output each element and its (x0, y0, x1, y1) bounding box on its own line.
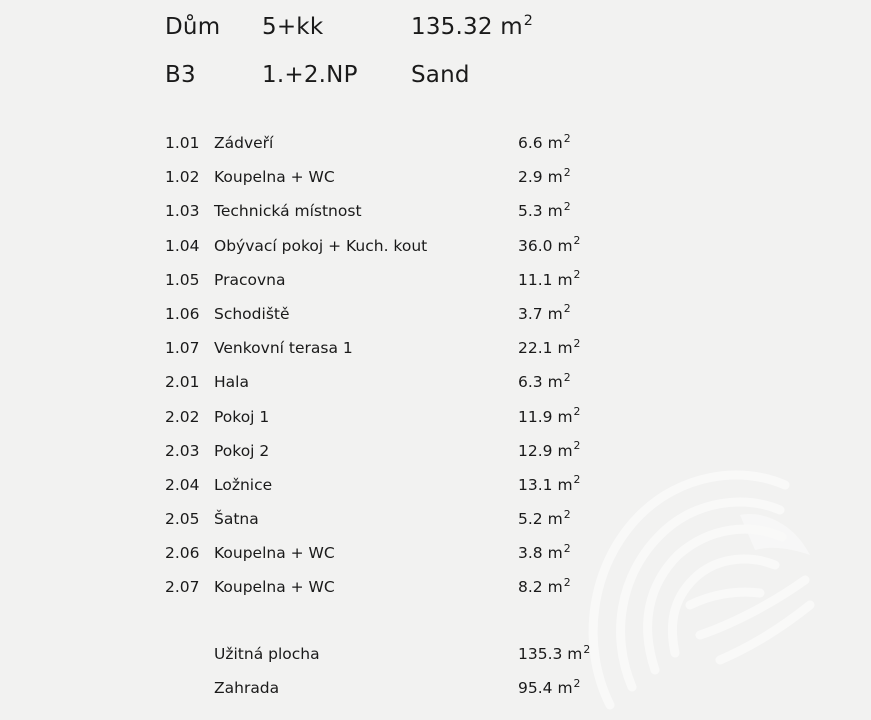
layout-label: 5+kk (262, 14, 324, 40)
room-number: 1.01 (165, 134, 200, 152)
floors-label: 1.+2.NP (262, 62, 358, 88)
total-area-label: 135.32 $m^2$ (411, 12, 534, 40)
room-area: 36.0 $m^2$ (518, 234, 581, 255)
room-area: 5.2 $m^2$ (518, 507, 571, 529)
total-name: Zahrada (214, 679, 280, 697)
room-area: 6.6 $m^2$ (518, 131, 571, 152)
room-row (165, 575, 625, 612)
room-number: 1.03 (165, 202, 200, 221)
room-name: Zádveří (214, 134, 274, 152)
totals-list (165, 642, 625, 713)
room-area: 3.8 $m^2$ (518, 541, 571, 563)
room-name: Obývací pokoj + Kuch. kout (214, 236, 428, 255)
room-number: 2.02 (165, 407, 200, 426)
room-area: 12.9 $m^2$ (518, 439, 581, 460)
room-number: 2.01 (165, 373, 200, 392)
room-row (165, 336, 625, 373)
room-number: 2.07 (165, 578, 200, 597)
room-row (165, 234, 625, 271)
total-row (165, 676, 625, 713)
room-number: 1.07 (165, 339, 200, 358)
room-area: 3.7 $m^2$ (518, 302, 571, 323)
room-row (165, 165, 625, 202)
room-name: Technická místnost (214, 202, 362, 221)
room-area: 11.9 $m^2$ (518, 405, 581, 426)
room-number: 2.03 (165, 441, 200, 460)
room-area: 13.1 $m^2$ (518, 473, 581, 494)
room-number: 2.06 (165, 544, 200, 563)
room-name: Koupelna + WC (214, 578, 335, 597)
room-row (165, 131, 625, 168)
room-area: 8.2 $m^2$ (518, 575, 571, 597)
room-area: 2.9 $m^2$ (518, 165, 571, 187)
house-label: Dům (165, 14, 221, 40)
total-area: 135.3 $m^2$ (518, 642, 591, 663)
room-number: 1.02 (165, 168, 200, 187)
room-area: 22.1 $m^2$ (518, 336, 581, 358)
room-number: 1.05 (165, 270, 200, 289)
room-name: Pokoj 2 (214, 441, 270, 460)
room-number: 2.05 (165, 510, 200, 529)
room-name: Hala (214, 373, 249, 392)
room-area: 6.3 $m^2$ (518, 370, 571, 392)
room-row (165, 302, 625, 339)
room-name: Pokoj 1 (214, 407, 270, 426)
room-name: Šatna (214, 510, 259, 529)
variant-label: Sand (411, 62, 470, 88)
room-number: 1.04 (165, 236, 200, 255)
room-list (165, 131, 625, 613)
room-row (165, 405, 625, 442)
total-area: 95.4 $m^2$ (518, 676, 581, 697)
room-row (165, 199, 625, 236)
room-row (165, 473, 625, 510)
room-number: 2.04 (165, 475, 200, 494)
room-name: Koupelna + WC (214, 168, 335, 187)
room-number: 1.06 (165, 304, 200, 323)
total-row (165, 642, 625, 679)
room-area: 5.3 $m^2$ (518, 199, 571, 221)
room-row (165, 507, 625, 544)
room-area: 11.1 $m^2$ (518, 268, 581, 289)
room-name: Ložnice (214, 475, 273, 494)
unit-label: B3 (165, 62, 196, 88)
room-name: Schodiště (214, 304, 290, 323)
room-row (165, 268, 625, 305)
room-row (165, 370, 625, 407)
room-name: Venkovní terasa 1 (214, 339, 353, 358)
room-name: Pracovna (214, 270, 286, 289)
room-name: Koupelna + WC (214, 544, 335, 563)
total-name: Užitná plocha (214, 645, 320, 663)
room-row (165, 439, 625, 476)
room-row (165, 541, 625, 578)
